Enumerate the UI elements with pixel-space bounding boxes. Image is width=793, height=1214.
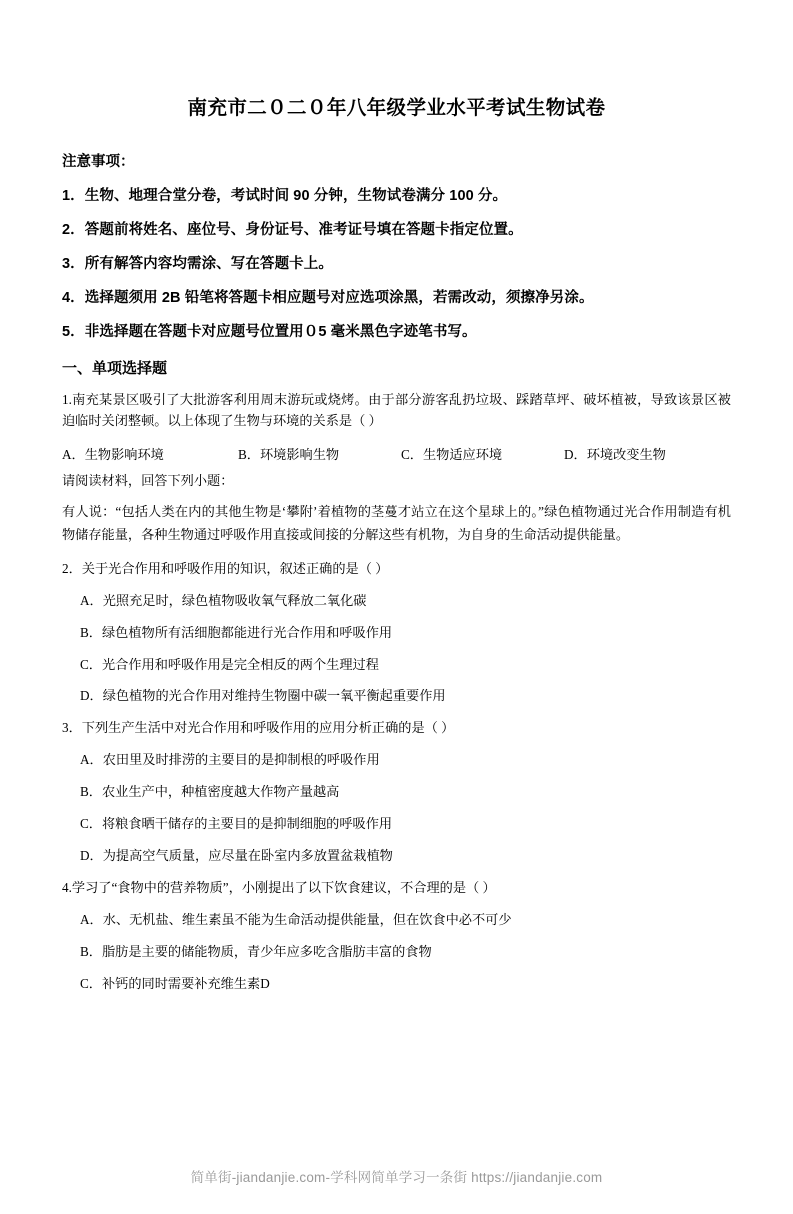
- question-4-option-c: C．补钙的同时需要补充维生素D: [80, 975, 270, 991]
- notice-heading: 注意事项：: [62, 154, 135, 170]
- question-1-options: [62, 444, 731, 463]
- question-3-option-a: A．农田里及时排涝的主要目的是抑制根的呼吸作用: [80, 752, 380, 768]
- question-4-option-b: B．脂肪是主要的储能物质，青少年应多吃含脂肪丰富的食物: [80, 943, 432, 959]
- question-1-stem: 1.南充某景区吸引了大批游客利用周末游玩或烧烤。由于部分游客乱扔垃圾、踩踏草坪、破坏植被，导致该景区被迫临时关闭整顿。以上体现了生物与环境的关系是（ ）: [62, 392, 731, 429]
- question-1-option-d: D．环境改变生物: [564, 446, 666, 462]
- material-intro: 请阅读材料，回答下列小题：: [62, 472, 234, 488]
- question-4-stem: 4.学习了“食物中的营养物质”，小刚提出了以下饮食建议，不合理的是（ ）: [62, 879, 496, 895]
- question-4-option-a: A．水、无机盐、维生素虽不能为生命活动提供能量，但在饮食中必不可少: [80, 912, 512, 928]
- question-3-option-d: D．为提高空气质量，应尽量在卧室内多放置盆栽植物: [80, 847, 393, 863]
- question-2-option-d: D．绿色植物的光合作用对维持生物圈中碳一氧平衡起重要作用: [80, 688, 446, 704]
- page-title: 南充市二０二０年八年级学业水平考试生物试卷: [187, 97, 606, 119]
- question-1-option-b: B．环境影响生物: [238, 446, 340, 462]
- question-3-option-b: B．农业生产中，种植密度越大作物产量越高: [80, 784, 340, 800]
- notice-item-1: 1．生物、地理合堂分卷，考试时间 90 分钟，生物试卷满分 100 分。: [62, 188, 508, 204]
- question-2-stem: 2．关于光合作用和呼吸作用的知识，叙述正确的是（ ）: [62, 560, 389, 576]
- page-footer-watermark: 简单街-jiandanjie.com-学科网简单学习一条街 https://jiandanjie.com: [190, 1170, 603, 1185]
- question-2-option-c: C．光合作用和呼吸作用是完全相反的两个生理过程: [80, 656, 379, 672]
- question-3-option-c: C．将粮食晒干储存的主要目的是抑制细胞的呼吸作用: [80, 816, 393, 832]
- section-heading-single-choice: 一、单项选择题: [62, 360, 168, 377]
- material-passage: 有人说：“包括人类在内的其他生物是‘攀附’着植物的茎蔓才站立在这个星球上的。”绿色植物通过光合作用制造有机物储存能量，各种生物通过呼吸作用直接或间接的分解这些有机物，为自身的生命活动提供能量。: [62, 504, 731, 542]
- question-2-option-a: A．光照充足时，绿色植物吸收氧气释放二氧化碳: [80, 592, 367, 608]
- question-1-option-c: C．生物适应环境: [401, 446, 503, 462]
- question-2-option-b: B．绿色植物所有活细胞都能进行光合作用和呼吸作用: [80, 624, 393, 640]
- notice-item-4: 4．选择题须用 2B 铅笔将答题卡相应题号对应选项涂黑，若需改动，须擦净另涂。: [62, 290, 594, 306]
- question-1-option-a: A．生物影响环境: [62, 446, 164, 462]
- question-3-stem: 3．下列生产生活中对光合作用和呼吸作用的应用分析正确的是（ ）: [62, 720, 455, 736]
- notice-item-2: 2．答题前将姓名、座位号、身份证号、准考证号填在答题卡指定位置。: [62, 222, 523, 238]
- notice-item-3: 3．所有解答内容均需涂、写在答题卡上。: [62, 256, 333, 272]
- exam-paper-page: [0, 92, 793, 1214]
- notice-item-5: 5．非选择题在答题卡对应题号位置用０5 毫米黑色字迹笔书写。: [62, 324, 477, 340]
